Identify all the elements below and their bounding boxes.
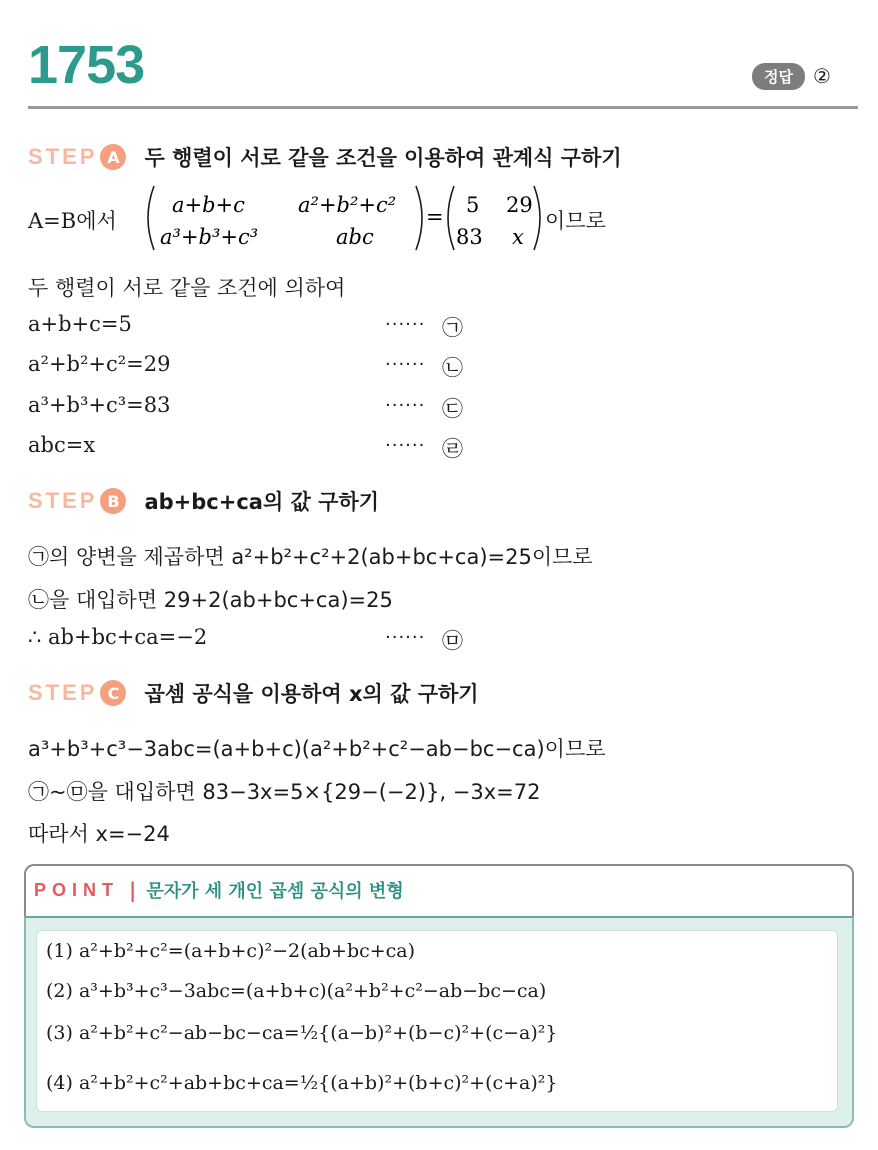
answer-badge: 정답: [752, 63, 805, 90]
point-separator: |: [129, 878, 137, 902]
left-paren-2: [448, 186, 454, 250]
eq-1-dots: ······: [385, 314, 426, 335]
right-paren-2: [534, 186, 540, 250]
step-a-badge: A: [100, 144, 126, 170]
problem-number: 1753: [28, 35, 145, 95]
step-label: STEP: [28, 680, 98, 705]
point-title: 문자가 세 개인 곱셈 공식의 변형: [146, 881, 404, 902]
stepC-line-3: 따라서 x=−24: [28, 822, 170, 846]
equals-sign: =: [426, 205, 444, 229]
eq-1: a+b+c=5: [28, 312, 132, 336]
right-paren-1: [416, 186, 422, 250]
eq-4: abc=x: [28, 433, 96, 457]
header-divider: [28, 106, 858, 109]
m1-a12: a²+b²+c²: [298, 193, 397, 217]
eq-2: a²+b²+c²=29: [28, 352, 171, 376]
step-c-badge: C: [100, 680, 126, 706]
point-label: POINT: [34, 879, 120, 900]
step-b-badge: B: [100, 488, 126, 514]
m2-a22: x: [512, 225, 524, 249]
step-b-title: ab+bc+ca의 값 구하기: [144, 490, 380, 514]
step-label: STEP: [28, 144, 98, 169]
eq-2-dots: ······: [385, 354, 426, 375]
eq-3-mark: ㉢: [442, 397, 463, 421]
m1-a21: a³+b³+c³: [160, 225, 259, 249]
m2-a21: 83: [456, 225, 483, 249]
point-item-4: (4) a²+b²+c²+ab+bc+ca=½{(a+b)²+(b+c)²+(c+a)²}: [46, 1072, 558, 1094]
stepA-intro: 두 행렬이 서로 같을 조건에 의하여: [28, 276, 346, 300]
point-title-row: [34, 877, 404, 903]
point-item-3: (3) a²+b²+c²−ab−bc−ca=½{(a−b)²+(b−c)²+(c−a)²}: [46, 1022, 558, 1044]
stepC-line-2: ㉠~㉤을 대입하면 83−3x=5×{29−(−2)}, −3x=72: [28, 780, 541, 804]
m2-a12: 29: [506, 193, 533, 217]
eq-1-mark: ㉠: [442, 316, 463, 340]
stepC-line-1: a³+b³+c³−3abc=(a+b+c)(a²+b²+c²−ab−bc−ca)이므로: [28, 737, 606, 761]
step-label: STEP: [28, 488, 98, 513]
eq-4-mark: ㉣: [442, 437, 463, 461]
point-item-2: (2) a³+b³+c³−3abc=(a+b+c)(a²+b²+c²−ab−bc−ca): [46, 980, 547, 1002]
eq-3-dots: ······: [385, 395, 426, 416]
step-b-header: [28, 484, 379, 518]
matrix-suffix: 이므로: [545, 209, 606, 233]
answer-area: [752, 62, 831, 90]
stepB-line-3-dots: ······: [385, 627, 426, 648]
left-paren-1: [148, 186, 154, 250]
step-a-title: 두 행렬이 서로 같을 조건을 이용하여 관계식 구하기: [144, 146, 622, 170]
step-c-title: 곱셈 공식을 이용하여 x의 값 구하기: [144, 682, 479, 706]
eq-3: a³+b³+c³=83: [28, 393, 171, 417]
point-item-1: (1) a²+b²+c²=(a+b+c)²−2(ab+bc+ca): [46, 940, 416, 962]
step-a-header: [28, 140, 622, 174]
stepB-line-2: ㉡을 대입하면 29+2(ab+bc+ca)=25: [28, 588, 393, 612]
m1-a22: abc: [336, 225, 374, 249]
stepB-line-3-mark: ㉤: [442, 629, 463, 653]
m2-a11: 5: [466, 193, 480, 217]
stepB-line-3: ∴ ab+bc+ca=−2: [28, 625, 208, 649]
stepB-line-1: ㉠의 양변을 제곱하면 a²+b²+c²+2(ab+bc+ca)=25이므로: [28, 545, 593, 569]
eq-4-dots: ······: [385, 435, 426, 456]
answer-value: ②: [812, 64, 831, 88]
matrix-prefix: A=B에서: [28, 209, 117, 233]
m1-a11: a+b+c: [172, 193, 245, 217]
eq-2-mark: ㉡: [442, 356, 463, 380]
step-c-header: [28, 676, 479, 710]
